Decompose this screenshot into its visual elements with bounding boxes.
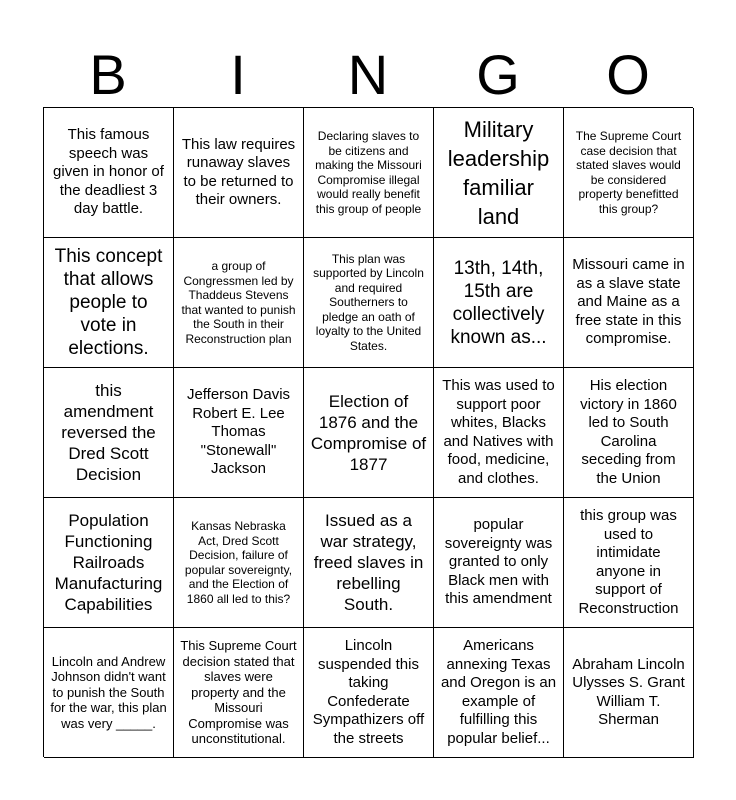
- cell-text: Military leadership familiar land: [447, 116, 550, 229]
- cell-text: Population Functioning Railroads Manufacturing Capabilities: [54, 511, 163, 614]
- cell-text: Jefferson Davis Robert E. Lee Thomas "Stonewall" Jackson: [186, 386, 291, 478]
- bingo-cell[interactable]: [174, 498, 304, 628]
- bingo-cell[interactable]: [564, 238, 694, 368]
- cell-text: a group of Congressmen led by Thaddeus Stevens that wanted to punish the South in their Reconstruction plan: [181, 259, 296, 346]
- bingo-cell[interactable]: [434, 238, 564, 368]
- cell-text: This famous speech was given in honor of the deadliest 3 day battle.: [53, 126, 164, 218]
- cell-text: This was used to support poor whites, Blacks and Natives with food, medicine, and clothes.: [442, 377, 555, 487]
- cell-text: 13th, 14th, 15th are collectively known as...: [450, 257, 547, 348]
- cell-text: Americans annexing Texas and Oregon is an example of fulfilling this popular belief...: [440, 637, 557, 747]
- bingo-cell[interactable]: [564, 368, 694, 498]
- bingo-cell[interactable]: [304, 498, 434, 628]
- bingo-cell[interactable]: [44, 498, 174, 628]
- cell-text: popular sovereignty was granted to only Black men with this amendment: [444, 516, 553, 608]
- bingo-cell[interactable]: [434, 108, 564, 238]
- bingo-cell[interactable]: [174, 628, 304, 758]
- bingo-cell[interactable]: [44, 628, 174, 758]
- bingo-cell[interactable]: [174, 368, 304, 498]
- bingo-cell[interactable]: [564, 498, 694, 628]
- bingo-cell[interactable]: [44, 238, 174, 368]
- bingo-cell[interactable]: [304, 368, 434, 498]
- bingo-cell[interactable]: [564, 628, 694, 758]
- bingo-cell[interactable]: [434, 368, 564, 498]
- bingo-cell[interactable]: [44, 108, 174, 238]
- bingo-card-grid: [43, 107, 693, 757]
- bingo-cell[interactable]: [434, 498, 564, 628]
- cell-text: His election victory in 1860 led to South Carolina seceding from the Union: [580, 377, 677, 487]
- cell-text: The Supreme Court case decision that stated slaves would be considered property benefitted this group?: [575, 129, 682, 216]
- cell-text: Abraham Lincoln Ulysses S. Grant William T. Sherman: [572, 655, 685, 728]
- header-letter-o: O: [606, 43, 650, 106]
- header-letter-g: G: [476, 43, 520, 106]
- header-letter-n: N: [347, 43, 389, 106]
- bingo-cell[interactable]: [174, 108, 304, 238]
- bingo-header: [43, 42, 693, 108]
- cell-text: Declaring slaves to be citizens and making the Missouri Compromise illegal would really benefit this group of people: [315, 129, 422, 216]
- cell-text: This concept that allows people to vote in elections.: [54, 246, 163, 359]
- cell-text: This plan was supported by Lincoln and required Southerners to pledge an oath of loyalty to the United States.: [313, 251, 424, 353]
- cell-text: Lincoln suspended this taking Confederate Sympathizers off the streets: [312, 637, 425, 747]
- bingo-cell[interactable]: [304, 628, 434, 758]
- cell-text: This Supreme Court decision stated that slaves were property and the Missouri Compromise was unconstitutional.: [180, 638, 297, 747]
- bingo-cell[interactable]: [174, 238, 304, 368]
- bingo-cell[interactable]: [304, 238, 434, 368]
- header-letter-i: I: [230, 43, 246, 106]
- cell-text: Missouri came in as a slave state and Maine as a free state in this compromise.: [572, 256, 685, 348]
- cell-text: this amendment reversed the Dred Scott Decision: [61, 381, 156, 484]
- cell-text: this group was used to intimidate anyone in support of Reconstruction: [578, 507, 679, 617]
- bingo-cell[interactable]: [434, 628, 564, 758]
- cell-text: Issued as a war strategy, freed slaves in rebelling South.: [313, 511, 424, 614]
- bingo-cell[interactable]: [44, 368, 174, 498]
- cell-text: Lincoln and Andrew Johnson didn't want to punish the South for the war, this plan was very _____.: [50, 653, 167, 731]
- cell-text: Election of 1876 and the Compromise of 1877: [310, 391, 427, 474]
- cell-text: This law requires runaway slaves to be returned to their owners.: [181, 135, 296, 208]
- bingo-cell[interactable]: [304, 108, 434, 238]
- bingo-cell[interactable]: [564, 108, 694, 238]
- cell-text: Kansas Nebraska Act, Dred Scott Decision, failure of popular sovereignty, and the Election of 1860 all led to this?: [184, 519, 293, 606]
- header-letter-b: B: [89, 43, 127, 106]
